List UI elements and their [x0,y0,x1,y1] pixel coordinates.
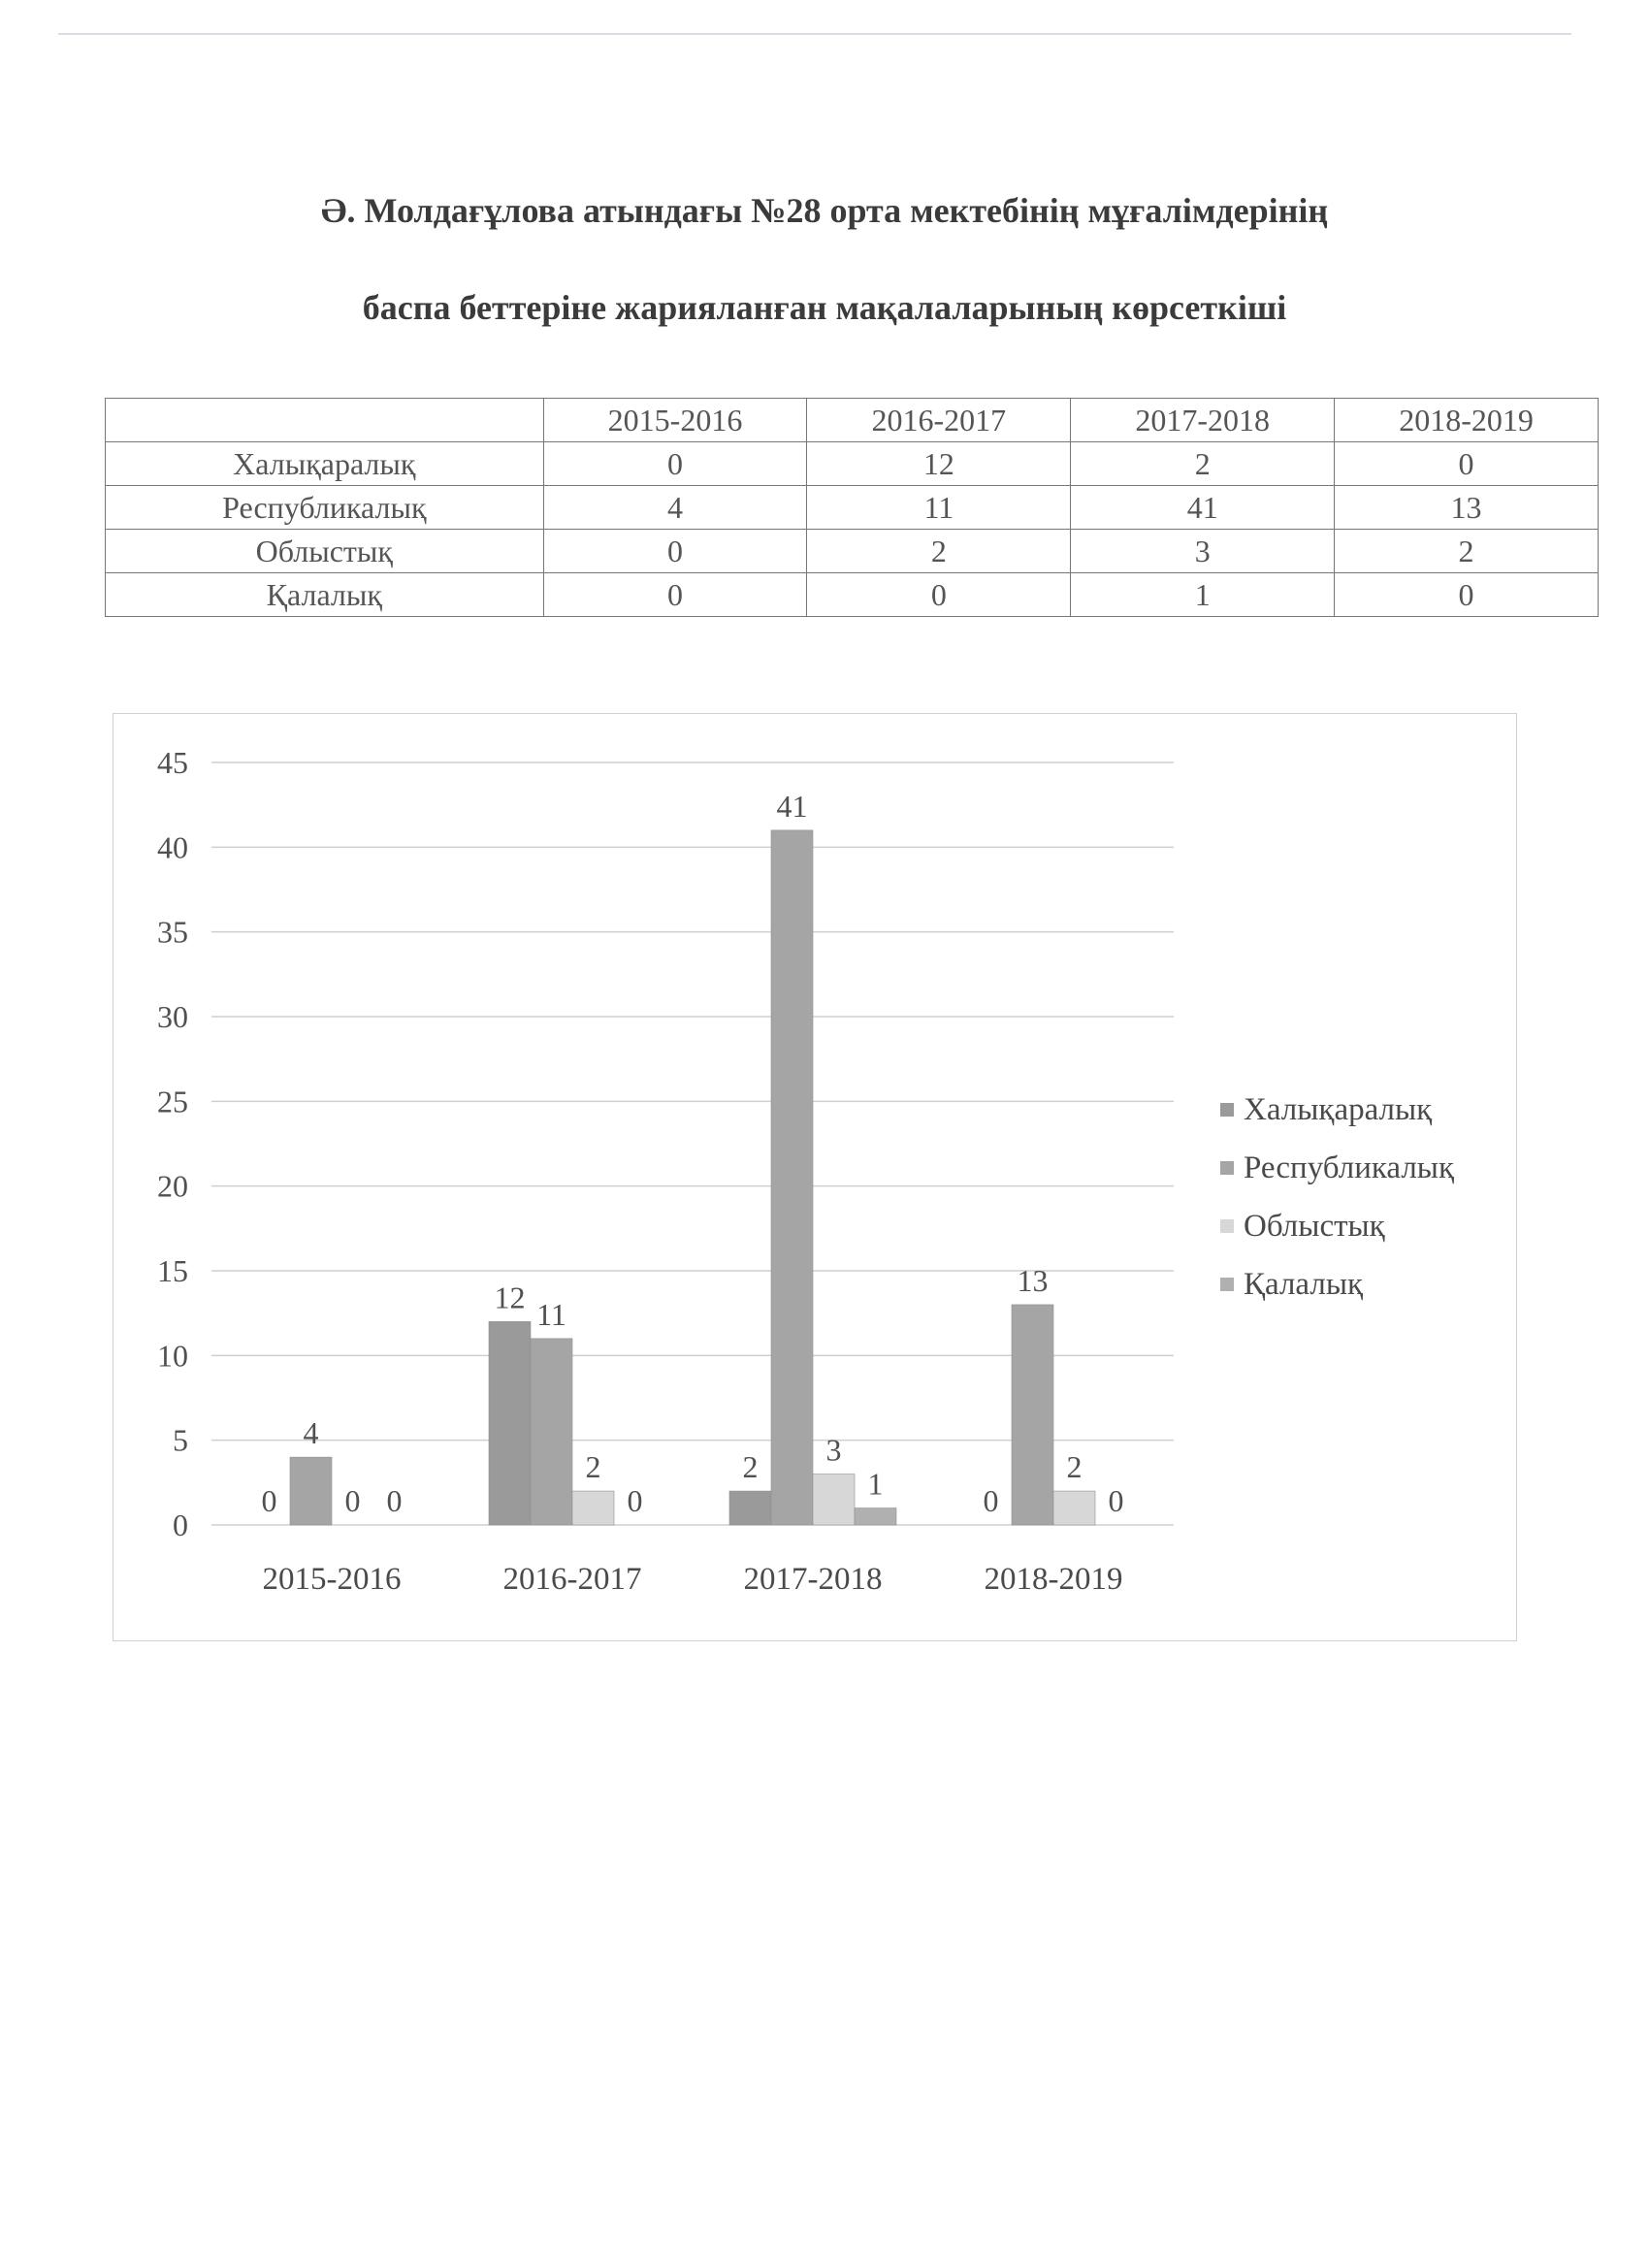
table-cell: 0 [1335,442,1599,486]
bar [729,1491,771,1525]
data-label: 2 [742,1449,759,1485]
bar [813,1474,855,1525]
y-tick-label: 0 [173,1507,188,1542]
table-cell: 3 [1071,530,1335,573]
y-tick-label: 25 [157,1084,188,1119]
bar [290,1457,332,1525]
row-label: Қалалық [106,573,544,617]
x-tick-label: 2017-2018 [743,1562,883,1597]
table-header-cell: 2018-2019 [1335,399,1599,442]
table-cell: 12 [807,442,1071,486]
table-header-cell: 2016-2017 [807,399,1071,442]
legend-label: Қалалық [1244,1266,1364,1302]
bar [771,830,813,1525]
bar [572,1491,614,1525]
data-label: 2 [1066,1449,1083,1485]
y-tick-label: 35 [157,914,188,950]
data-label: 0 [386,1483,403,1518]
table-cell: 1 [1071,573,1335,617]
y-tick-label: 5 [173,1422,188,1458]
data-label: 0 [344,1483,361,1518]
y-tick-label: 45 [157,745,188,780]
legend-item [1220,1197,1454,1255]
bar [855,1508,896,1525]
table-header-cell: 2017-2018 [1071,399,1335,442]
chart-legend [1220,1081,1454,1313]
table-cell: 0 [543,573,807,617]
bar [531,1339,572,1525]
table-cell: 2 [1335,530,1599,573]
y-tick-label: 15 [157,1253,188,1288]
row-label: Халықаралық [106,442,544,486]
y-tick-label: 30 [157,999,188,1034]
legend-swatch [1220,1278,1234,1291]
table-cell: 11 [807,486,1071,530]
table-cell: 0 [543,530,807,573]
x-tick-label: 2018-2019 [984,1562,1123,1597]
data-label: 4 [303,1415,319,1451]
data-label: 13 [1017,1262,1049,1298]
row-label: Республикалық [106,486,544,530]
data-label: 1 [867,1466,884,1502]
document-title-line1: Ә. Молдағұлова атындағы №28 орта мектебінің мұғалімдерінің [320,191,1329,230]
x-tick-label: 2015-2016 [262,1562,402,1597]
legend-item [1220,1081,1454,1139]
legend-swatch [1220,1103,1234,1117]
table-cell: 4 [543,486,807,530]
legend-label: Республикалық [1244,1150,1454,1185]
bar [1012,1305,1053,1525]
bar [1053,1491,1095,1525]
table-header-cell: 2015-2016 [543,399,807,442]
table-cell: 41 [1071,486,1335,530]
data-label: 0 [261,1483,277,1518]
legend-label: Облыстық [1244,1208,1385,1244]
legend-swatch [1220,1161,1234,1175]
bar [489,1321,531,1525]
y-tick-label: 40 [157,829,188,865]
data-label: 0 [1108,1483,1124,1518]
legend-item [1220,1139,1454,1197]
data-label: 11 [536,1296,566,1332]
legend-label: Халықаралық [1244,1091,1433,1127]
y-tick-label: 10 [157,1338,188,1374]
data-label: 2 [585,1449,601,1485]
legend-swatch [1220,1219,1234,1233]
x-tick-label: 2016-2017 [502,1562,642,1597]
data-label: 3 [825,1432,842,1468]
legend-item [1220,1255,1454,1313]
y-tick-label: 20 [157,1168,188,1204]
data-label: 41 [776,788,808,824]
document-title-line2: баспа беттеріне жарияланған мақалаларының көрсеткіші [362,288,1287,327]
table-cell: 2 [807,530,1071,573]
data-label: 0 [983,1483,999,1518]
table-cell: 0 [543,442,807,486]
data-label: 0 [627,1483,643,1518]
row-label: Облыстық [106,530,544,573]
table-cell: 0 [807,573,1071,617]
table-cell: 13 [1335,486,1599,530]
table-cell: 2 [1071,442,1335,486]
data-label: 12 [494,1280,526,1315]
table-cell: 0 [1335,573,1599,617]
